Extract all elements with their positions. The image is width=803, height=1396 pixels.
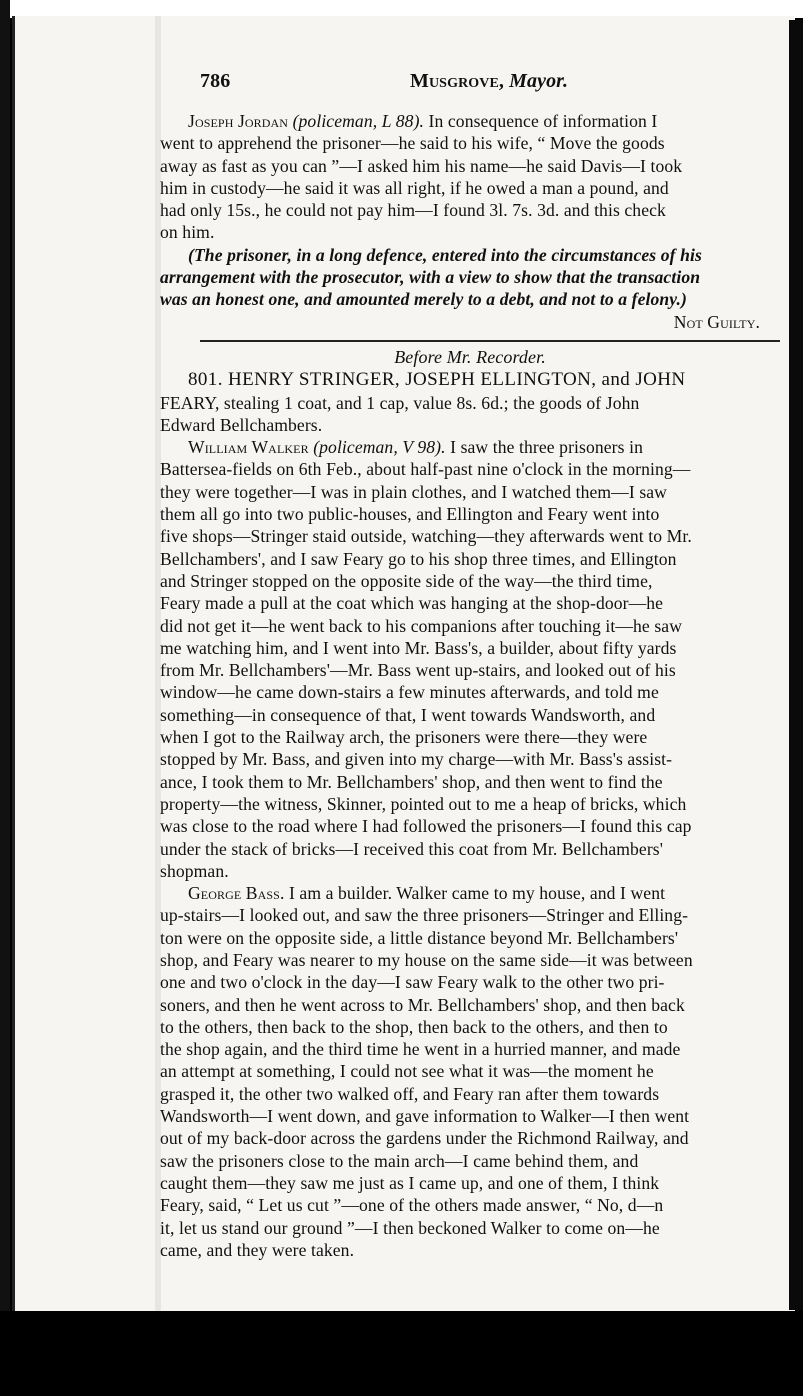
text-line: him in custody—he said it was all right, if he owed a man a pound, and	[160, 177, 669, 198]
text-line: out of my back-door across the gardens under the Richmond Railway, and	[160, 1128, 689, 1149]
text-line: soners, and then he went across to Mr. Bellchambers' shop, and then back	[160, 994, 685, 1015]
testimony-walker	[160, 436, 780, 882]
text-line	[160, 882, 780, 904]
text-line: me watching him, and I went into Mr. Bass's, a builder, about fifty yards	[160, 637, 677, 658]
verdict: Not Guilty.	[673, 311, 760, 332]
text-line: Wandsworth—I went down, and gave information to Walker—I then went	[160, 1106, 690, 1127]
testimony-jordan	[160, 110, 780, 333]
text-line: away as fast as you can ”—I asked him his name—he said Davis—I took	[160, 155, 683, 176]
witness-name: William Walker	[188, 437, 309, 458]
text-line: something—in consequence of that, I went towards Wandsworth, and	[160, 704, 656, 725]
scan-bottom-margin	[0, 1311, 803, 1396]
italic-note-line: (The prisoner, in a long defence, entered into the circumstances of his	[188, 244, 702, 265]
scan-right-edge	[789, 20, 803, 1310]
text-line: Battersea-fields on 6th Feb., about half-past nine o'clock in the morning—	[160, 459, 691, 480]
text-line: had only 15s., he could not pay him—I found 3l. 7s. 3d. and this check	[160, 200, 666, 221]
text-fragment: I saw the three prisoners in	[450, 437, 643, 458]
witness-name: Joseph Jordan	[188, 111, 289, 131]
text-line	[160, 436, 780, 458]
case-title-line: Edward Bellchambers.	[160, 414, 323, 435]
witness-name: George Bass.	[188, 883, 285, 904]
scan-left-edge	[0, 0, 10, 1396]
text-line: to the others, then back to the shop, then back to the others, and then to	[160, 1016, 668, 1037]
text-line: the shop again, and the third time he went in a hurried manner, and made	[160, 1039, 681, 1060]
text-line: went to apprehend the prisoner—he said to his wife, “ Move the goods	[160, 133, 665, 154]
text-line: one and two o'clock in the day—I saw Feary walk to the other two pri-	[160, 972, 665, 993]
text-line: property—the witness, Skinner, pointed out to me a heap of bricks, which	[160, 793, 687, 814]
running-head	[410, 70, 568, 92]
section-heading: Before Mr. Recorder.	[394, 346, 546, 367]
text-line: shop, and Feary was nearer to my house on the same side—it was between	[160, 949, 693, 970]
running-head-title: Mayor.	[509, 70, 569, 92]
text-line: caught them—they saw me just as I came up, and one of them, I think	[160, 1172, 660, 1193]
text-line: Feary, said, “ Let us cut ”—one of the others made answer, “ No, d—n	[160, 1195, 664, 1216]
case-heading	[160, 369, 780, 436]
text-fragment: I am a builder. Walker came to my house, and I went	[288, 883, 666, 904]
text-line: it, let us stand our ground ”—I then beckoned Walker to come on—he	[160, 1217, 660, 1238]
text-line: from Mr. Bellchambers'—Mr. Bass went up-stairs, and looked out of his	[160, 660, 676, 681]
text-line: did not get it—he went back to his companions after touching it—he saw	[160, 615, 682, 636]
text-line	[160, 110, 780, 132]
text-line: five shops—Stringer staid outside, watching—they afterwards went to Mr.	[160, 526, 692, 547]
witness-role: (policeman, V 98).	[313, 437, 446, 458]
testimony-bass	[160, 882, 780, 1261]
italic-note-line: arrangement with the prosecutor, with a view to show that the transaction	[160, 267, 701, 288]
text-line: them all go into two public-houses, and Ellington and Feary went into	[160, 504, 660, 525]
case-title-line: 801. HENRY STRINGER, JOSEPH ELLINGTON, and JOHN	[188, 369, 686, 391]
italic-note-line: was an honest one, and amounted merely to a debt, and not to a felony.)	[160, 289, 687, 310]
case-title-line: FEARY, stealing 1 coat, and 1 cap, value 8s. 6d.; the goods of John	[160, 392, 640, 413]
text-line: saw the prisoners close to the main arch—I came behind them, and	[160, 1150, 639, 1171]
text-line: came, and they were taken.	[160, 1239, 355, 1260]
text-line: when I got to the Railway arch, the prisoners were there—they were	[160, 727, 648, 748]
text-fragment: In consequence of information I	[428, 111, 658, 131]
text-line: they were together—I was in plain clothes, and I watched them—I saw	[160, 481, 667, 502]
text-line: shopman.	[160, 860, 229, 881]
page-text	[160, 68, 780, 1261]
witness-role: (policeman, L 88).	[292, 111, 425, 131]
page-header	[160, 68, 780, 96]
text-line: up-stairs—I looked out, and saw the three prisoners—Stringer and Elling-	[160, 905, 689, 926]
text-line: stopped by Mr. Bass, and given into my charge—with Mr. Bass's assist-	[160, 749, 673, 770]
text-line: ance, I took them to Mr. Bellchambers' shop, and then went to find the	[160, 771, 663, 792]
text-line: ton were on the opposite side, a little distance beyond Mr. Bellchambers'	[160, 927, 679, 948]
text-line: on him.	[160, 222, 215, 243]
text-line: and Stringer stopped on the opposite side of the way—the third time,	[160, 570, 653, 591]
section-divider	[200, 340, 780, 342]
text-line: grasped it, the other two walked off, and Feary ran after them towards	[160, 1083, 660, 1104]
text-line: window—he came down-stairs a few minutes afterwards, and told me	[160, 682, 659, 703]
text-line: an attempt at something, I could not see what it was—the moment he	[160, 1061, 654, 1082]
running-head-name: Musgrove,	[410, 70, 505, 92]
text-line: was close to the road where I had followed the prisoners—I found this cap	[160, 816, 692, 837]
text-line: under the stack of bricks—I received this coat from Mr. Bellchambers'	[160, 838, 664, 859]
page-number: 786	[200, 70, 231, 92]
text-line: Feary made a pull at the coat which was hanging at the shop-door—he	[160, 593, 664, 614]
text-line: Bellchambers', and I saw Feary go to his shop three times, and Ellington	[160, 548, 677, 569]
